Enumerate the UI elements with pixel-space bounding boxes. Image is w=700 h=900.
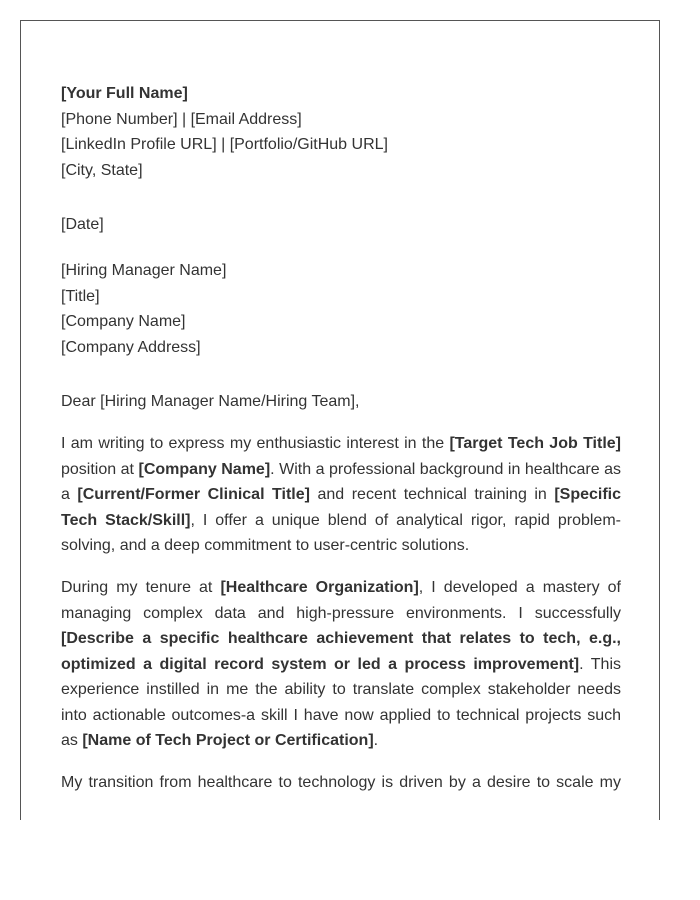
recipient-name: [Hiring Manager Name] [61,261,227,279]
recipient-company: [Company Name] [61,313,186,331]
sender-linkedin: [LinkedIn Profile URL] [61,136,217,154]
letter-page [20,20,660,820]
paragraph-text: , I offer a unique blend of analytical rigor, rapid problem-solving, and a deep commitment to user-centric solutions. [61,511,621,555]
letter-content [61,81,621,812]
contact-separator: | [216,136,230,154]
sender-city-state: [City, State] [61,161,143,179]
placeholder-clinical-title: [Current/Former Clinical Title] [77,486,310,504]
sender-phone: [Phone Number] [61,110,178,128]
paragraph-text: . With a professional background in healthcare as a [61,460,622,504]
placeholder-job-title: [Target Tech Job Title] [449,434,621,452]
sender-portfolio: [Portfolio/GitHub URL] [229,136,388,154]
placeholder-tech-project: [Name of Tech Project or Certification] [82,732,374,750]
body-paragraph-3 [61,770,621,796]
recipient-title: [Title] [61,287,100,305]
sender-full-name: [Your Full Name] [61,85,188,102]
body-paragraph-2 [61,575,621,754]
sender-phone-email [61,107,621,133]
paragraph-text: position at [61,460,139,478]
paragraph-text: I am writing to express my enthusiastic interest in the [61,434,450,452]
sender-links [61,132,621,158]
paragraph-text: . [373,732,379,750]
body-paragraph-1 [61,431,621,559]
paragraph-text: , I developed a mastery of managing complex data and high-pressure environments. I successfully [61,578,622,622]
recipient-address: [Company Address] [61,338,201,356]
paragraph-text: During my tenure at [61,578,221,596]
placeholder-tech-stack: [Specific Tech Stack/Skill] [61,486,622,529]
contact-separator: | [177,110,191,128]
paragraph-text: . This experience instilled in me the ability to translate complex stakeholder needs into actionable outcomes-a skill I have now applied to technical projects such as [61,655,622,750]
placeholder-company-name: [Company Name] [138,460,271,478]
paragraph-text: and recent technical training in [309,486,555,504]
salutation: Dear [Hiring Manager Name/Hiring Team], [61,393,360,411]
paragraph-text: My transition from healthcare to technology is driven by a desire to scale my [61,774,621,792]
letter-date: [Date] [61,216,104,234]
placeholder-healthcare-org: [Healthcare Organization] [220,578,419,596]
sender-email: [Email Address] [190,110,302,128]
placeholder-achievement: [Describe a specific healthcare achievement that relates to tech, e.g., optimized a digital record system or led a process improvement] [61,630,621,673]
